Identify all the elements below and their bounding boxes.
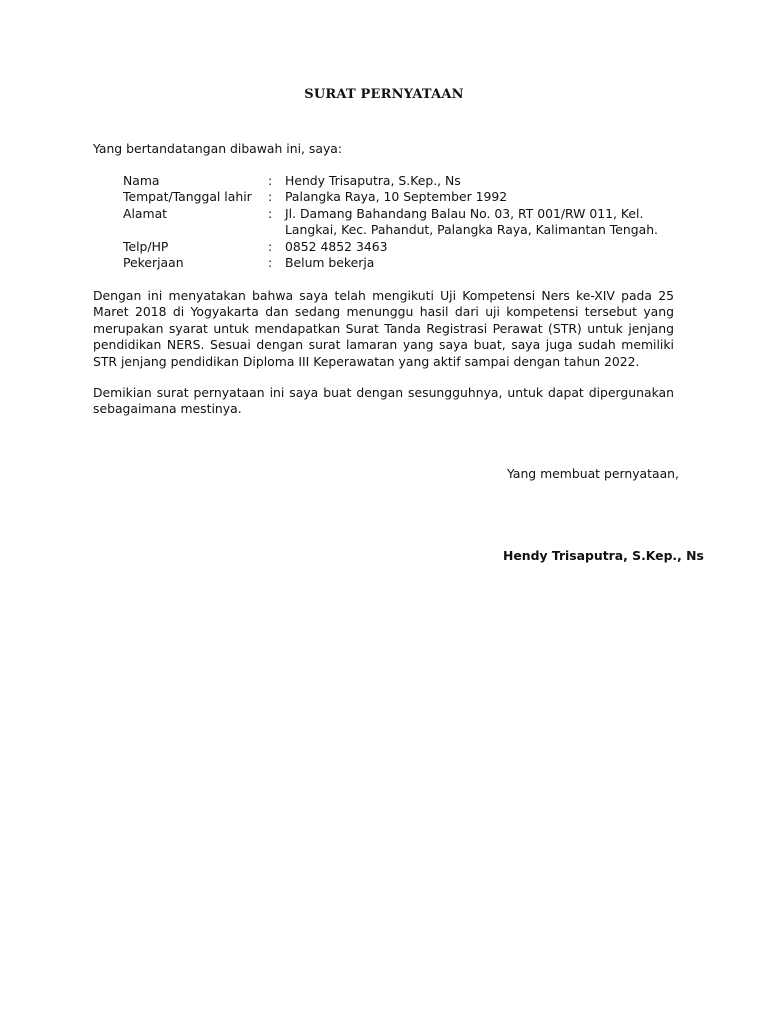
field-value: 0852 4852 3463 bbox=[285, 238, 388, 254]
intro-text: Yang bertandatangan dibawah ini, saya: bbox=[93, 141, 343, 156]
field-label: Tempat/Tanggal lahir bbox=[123, 189, 252, 205]
closing-paragraph: Demikian surat pernyataan ini saya buat dengan sesungguhnya, untuk dapat dipergunakan sebagaimana mestinya. bbox=[93, 385, 674, 417]
field-label: Telp/HP bbox=[123, 238, 169, 254]
field-colon: : bbox=[268, 238, 273, 254]
field-row-telp-hp bbox=[123, 239, 683, 255]
field-value: Palangka Raya, 10 September 1992 bbox=[285, 189, 508, 205]
field-colon: : bbox=[268, 173, 273, 188]
field-colon: : bbox=[268, 189, 273, 205]
field-row-pekerjaan bbox=[123, 255, 683, 271]
document-title: SURAT PERNYATAAN bbox=[304, 87, 464, 102]
field-label: Nama bbox=[123, 173, 160, 188]
field-row-tempat-tanggal-lahir bbox=[123, 189, 683, 205]
field-row-alamat bbox=[123, 206, 683, 239]
closing-line: Yang membuat pernyataan, bbox=[507, 466, 679, 481]
field-value: Jl. Damang Bahandang Balau No. 03, RT 001/RW 011, Kel. Langkai, Kec. Pahandut, Palangka Raya, Kalimantan Tengah. bbox=[285, 205, 658, 238]
field-colon: : bbox=[268, 205, 273, 221]
field-value: Hendy Trisaputra, S.Kep., Ns bbox=[285, 173, 461, 188]
field-label: Alamat bbox=[123, 205, 168, 221]
field-row-nama bbox=[123, 173, 683, 189]
identity-fields bbox=[123, 173, 683, 271]
field-colon: : bbox=[268, 255, 273, 271]
signer-name: Hendy Trisaputra, S.Kep., Ns bbox=[503, 548, 704, 563]
field-label: Pekerjaan bbox=[123, 255, 184, 271]
statement-paragraph: Dengan ini menyatakan bahwa saya telah mengikuti Uji Kompetensi Ners ke-XIV pada 25 Maret 2018 di Yogyakarta dan sedang menunggu hasil dari uji kompetensi tersebut yang merupakan syarat untuk mendapatkan Surat Tanda Registrasi Perawat (STR) untuk jenjang pendidikan NERS. Sesuai dengan surat lamaran yang saya buat, saya juga sudah memiliki STR jenjang pendidikan Diploma III Keperawatan yang aktif sampai dengan tahun 2022. bbox=[93, 288, 674, 369]
field-value: Belum bekerja bbox=[285, 255, 375, 271]
